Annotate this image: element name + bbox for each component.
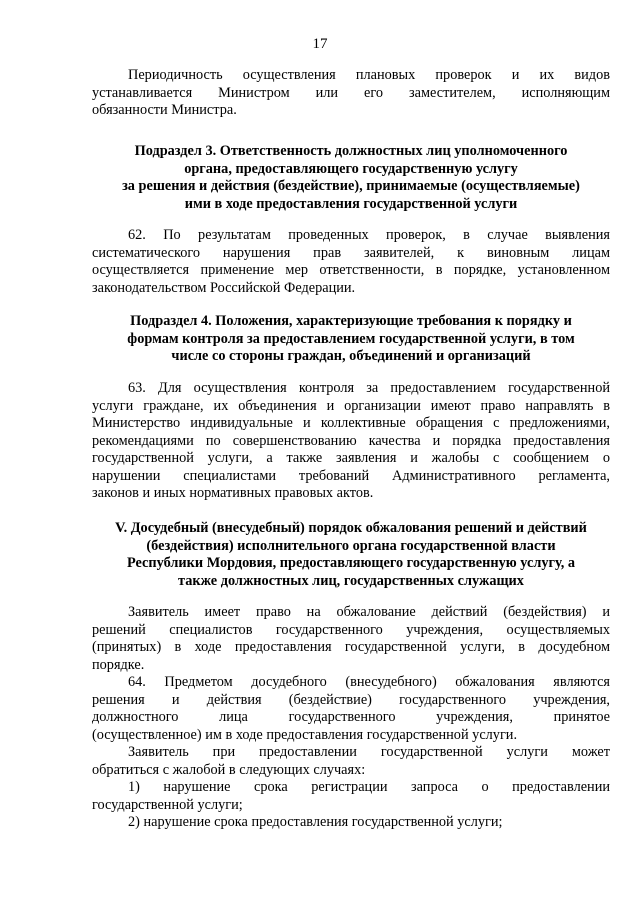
text-line: 1) нарушение срока регистрации запроса о предоставлении bbox=[128, 779, 610, 795]
heading-line: органа, предоставляющего государственную услугу bbox=[184, 160, 518, 177]
text-line: 62. По результатам проведенных проверок, в случае выявления bbox=[128, 227, 610, 243]
paragraph-62 bbox=[92, 227, 610, 297]
paragraph-cases bbox=[92, 744, 610, 779]
text-line: нарушении специалистами требований Административного регламента, bbox=[92, 467, 610, 484]
text-line: законодательством Российской Федерации. bbox=[92, 279, 356, 296]
heading-line: формам контроля за предоставлением государственной услуги, в том bbox=[127, 330, 575, 347]
heading-line: V. Досудебный (внесудебный) порядок обжалования решений и действий bbox=[115, 520, 587, 536]
paragraph-appeal-right bbox=[92, 604, 610, 674]
text-line: порядке. bbox=[92, 656, 145, 673]
heading-line: числе со стороны граждан, объединений и организаций bbox=[171, 348, 531, 364]
heading-line: также должностных лиц, государственных служащих bbox=[178, 572, 524, 589]
text-line: 63. Для осуществления контроля за предоставлением государственной bbox=[128, 380, 610, 396]
page-number: 17 bbox=[312, 36, 328, 52]
text-line: Периодичность осуществления плановых проверок и их видов bbox=[128, 67, 610, 83]
text-line: услуги граждане, их объединения и организации имеют право направлять в bbox=[92, 397, 610, 414]
text-line: 2) нарушение срока предоставления государственной услуги; bbox=[128, 814, 503, 830]
heading-line: за решения и действия (бездействие), принимаемые (осуществляемые) bbox=[122, 178, 580, 194]
heading-line: Подраздел 4. Положения, характеризующие требования к порядку и bbox=[130, 313, 572, 329]
text-line: осуществляется применение мер ответственности, в порядке, установленном bbox=[92, 262, 610, 278]
text-line: рекомендациями по совершенствованию качества и порядка предоставления bbox=[92, 432, 610, 449]
text-line: решений специалистов государственного учреждения, осуществляемых bbox=[92, 621, 610, 638]
text-line: законов и иных нормативных правовых актов. bbox=[92, 485, 374, 501]
text-line: Министерство индивидуальные и коллективные обращения с предложениями, bbox=[92, 415, 610, 431]
heading-line: Республики Мордовия, предоставляющего государственную услугу, а bbox=[126, 555, 575, 571]
text-line: государственной услуги; bbox=[92, 796, 243, 813]
heading-line: (бездействия) исполнительного органа государственной власти bbox=[146, 537, 556, 554]
text-line: систематического нарушения прав заявителей, к виновным лицам bbox=[92, 244, 610, 261]
list-item-1 bbox=[92, 779, 610, 814]
subsection-4-heading bbox=[92, 313, 610, 366]
text-line: (принятых) в ходе предоставления государственной услуги, в досудебном bbox=[92, 639, 610, 655]
list-item-2 bbox=[92, 814, 610, 832]
text-line: устанавливается Министром или его заместителем, исполняющим bbox=[92, 84, 610, 101]
text-line: Заявитель имеет право на обжалование действий (бездействия) и bbox=[128, 604, 610, 620]
text-line: должностного лица государственного учреждения, принятое bbox=[92, 709, 610, 725]
text-line: Заявитель при предоставлении государственной услуги может bbox=[128, 744, 610, 760]
text-line: государственной услуги, а также заявления и жалобы с сообщением о bbox=[92, 450, 610, 466]
heading-line: ими в ходе предоставления государственной услуги bbox=[184, 195, 518, 212]
text-line: 64. Предметом досудебного (внесудебного) обжалования являются bbox=[128, 674, 610, 690]
section-5-heading bbox=[92, 520, 610, 590]
paragraph-63 bbox=[92, 380, 610, 503]
text-line: обязанности Министра. bbox=[92, 102, 237, 118]
heading-line: Подраздел 3. Ответственность должностных лиц уполномоченного bbox=[134, 143, 568, 159]
text-line: обратиться с жалобой в следующих случаях: bbox=[92, 761, 366, 778]
text-line: решения и действия (бездействие) государственного учреждения, bbox=[92, 691, 610, 708]
paragraph-64 bbox=[92, 674, 610, 744]
paragraph-periodicity bbox=[92, 67, 610, 120]
subsection-3-heading bbox=[92, 143, 610, 213]
text-line: (осуществленное) им в ходе предоставления государственной услуги. bbox=[92, 726, 518, 743]
